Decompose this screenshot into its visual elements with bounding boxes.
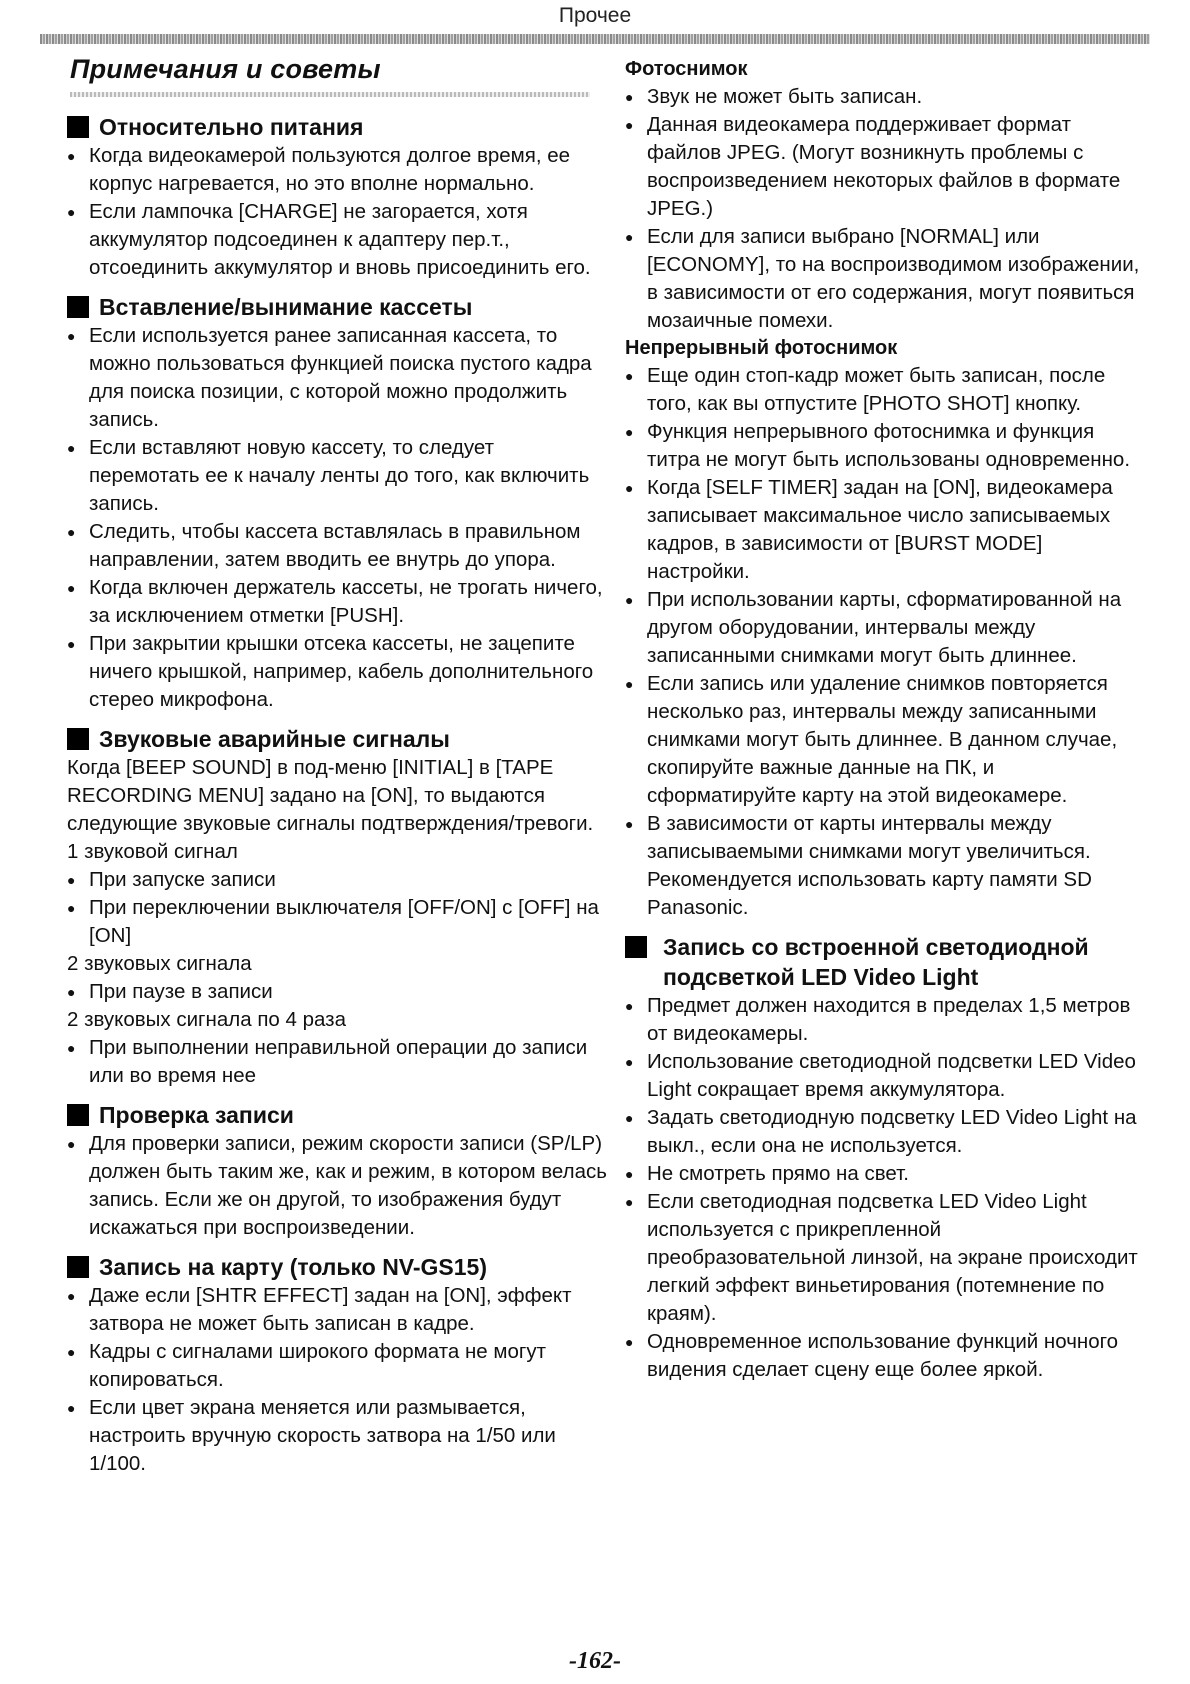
section-marker-icon — [625, 936, 647, 958]
list-item: ● Если лампочка [CHARGE] не загорается, хотя аккумулятор подсоединен к адаптеру пер.т., отсоединить аккумулятор и вновь присоединить его. — [67, 198, 607, 282]
list-item: ● Предмет должен находится в пределах 1,5 метров от видеокамеры. — [625, 992, 1145, 1048]
list-item: ● Если цвет экрана меняется или размывается, настроить вручную скорость затвора на 1/50 или 1/100. — [67, 1394, 607, 1478]
beep-group-label: 2 звуковых сигнала по 4 раза — [67, 1008, 346, 1031]
list-item: ● Задать светодиодную подсветку LED Video Light на выкл., если она не используется. — [625, 1104, 1145, 1160]
list-item: ● Данная видеокамера поддерживает формат файлов JPEG. (Могут возникнуть проблемы с воспроизведением некоторых файлов в формате JPEG.) — [625, 111, 1145, 223]
right-column — [625, 56, 1145, 1384]
list-item: ● В зависимости от карты интервалы между записываемыми снимками могут увеличиться. Рекомендуется использовать карту памяти SD Panasonic. — [625, 810, 1145, 922]
section-marker-icon — [67, 116, 89, 138]
list-item: ● При использовании карты, сформатированной на другом оборудовании, интервалы между записанными снимками могут быть длиннее. — [625, 586, 1145, 670]
section-heading-led: Запись со встроенной светодиодной подсветкой LED Video Light — [625, 932, 1145, 992]
section-heading-power: Относительно питания — [67, 112, 607, 142]
card-notes — [67, 1282, 607, 1478]
header-divider — [40, 34, 1150, 44]
list-item: ● Если используется ранее записанная кассета, то можно пользоваться функцией поиска пустого кадра для поиска позиции, с которой можно продолжить запись. — [67, 322, 607, 434]
list-item: ● Когда видеокамерой пользуются долгое время, ее корпус нагревается, но это вполне нормально. — [67, 142, 607, 198]
title-underline — [70, 92, 590, 97]
beep-group-2 — [67, 978, 607, 1006]
list-item: ● Использование светодиодной подсветки LED Video Light сокращает время аккумулятора. — [625, 1048, 1145, 1104]
beep-group-1 — [67, 866, 607, 950]
list-item: ● Не смотреть прямо на свет. — [625, 1160, 1145, 1188]
running-header: Прочее — [558, 4, 632, 27]
led-notes — [625, 992, 1145, 1384]
list-item: ● Если вставляют новую кассету, то следует перемотать ее к началу ленты до того, как включить запись. — [67, 434, 607, 518]
page-title: Примечания и советы — [70, 54, 381, 84]
list-item: ● Одновременное использование функций ночного видения сделает сцену еще более яркой. — [625, 1328, 1145, 1384]
check-notes — [67, 1130, 607, 1242]
list-item: ● Если для записи выбрано [NORMAL] или [ECONOMY], то на воспроизводимом изображении, в зависимости от его содержания, могут появиться мозаичные помехи. — [625, 223, 1145, 335]
power-notes — [67, 142, 607, 282]
section-marker-icon — [67, 1104, 89, 1126]
burst-notes — [625, 362, 1145, 922]
list-item: ● Еще один стоп-кадр может быть записан, после того, как вы отпустите [PHOTO SHOT] кнопку. — [625, 362, 1145, 418]
list-item: ● Даже если [SHTR EFFECT] задан на [ON], эффект затвора не может быть записан в кадре. — [67, 1282, 607, 1338]
list-item: ● Когда включен держатель кассеты, не трогать ничего, за исключением отметки [PUSH]. — [67, 574, 607, 630]
section-marker-icon — [67, 728, 89, 750]
list-item: ● Кадры с сигналами широкого формата не могут копироваться. — [67, 1338, 607, 1394]
beeps-intro: Когда [BEEP SOUND] в под-меню [INITIAL] в [TAPE RECORDING MENU] задано на [ON], то выдаются следующие звуковые сигналы подтверждения/тревоги. — [67, 756, 594, 835]
beep-group-label: 2 звуковых сигнала — [67, 952, 252, 975]
section-heading-beeps: Звуковые аварийные сигналы — [67, 724, 607, 754]
left-column — [67, 110, 607, 1478]
section-heading-check: Проверка записи — [67, 1100, 607, 1130]
list-item: ● При паузе в записи — [67, 978, 607, 1006]
list-item: ● Звук не может быть записан. — [625, 83, 1145, 111]
section-heading-cassette: Вставление/вынимание кассеты — [67, 292, 607, 322]
section-heading-card: Запись на карту (только NV-GS15) — [67, 1252, 607, 1282]
list-item: ● При запуске записи — [67, 866, 607, 894]
photo-notes — [625, 83, 1145, 335]
list-item: ● Когда [SELF TIMER] задан на [ON], видеокамера записывает максимальное число записываемых кадров, в зависимости от [BURST MODE] настройки. — [625, 474, 1145, 586]
list-item: ● При переключении выключателя [OFF/ON] с [OFF] на [ON] — [67, 894, 607, 950]
section-marker-icon — [67, 296, 89, 318]
subheading-burst: Непрерывный фотоснимок — [625, 337, 898, 359]
subheading-photo: Фотоснимок — [625, 58, 748, 80]
list-item: ● Если светодиодная подсветка LED Video Light используется с прикрепленной преобразовательной линзой, на экране происходит легкий эффект виньетирования (потемнение по краям). — [625, 1188, 1145, 1328]
section-marker-icon — [67, 1256, 89, 1278]
page-number: -162- — [569, 1648, 621, 1674]
list-item: ● При выполнении неправильной операции до записи или во время нее — [67, 1034, 607, 1090]
list-item: ● Если запись или удаление снимков повторяется несколько раз, интервалы между записанными снимками могут быть длиннее. В данном случае, скопируйте важные данные на ПК, и сформатируйте карту на этой видеокамере. — [625, 670, 1145, 810]
beep-group-label: 1 звуковой сигнал — [67, 840, 238, 863]
beep-group-3 — [67, 1034, 607, 1090]
list-item: ● Следить, чтобы кассета вставлялась в правильном направлении, затем вводить ее внутрь до упора. — [67, 518, 607, 574]
list-item: ● При закрытии крышки отсека кассеты, не зацепите ничего крышкой, например, кабель дополнительного стерео микрофона. — [67, 630, 607, 714]
list-item: ● Функция непрерывного фотоснимка и функция титра не могут быть использованы одновременно. — [625, 418, 1145, 474]
cassette-notes — [67, 322, 607, 714]
list-item: ● Для проверки записи, режим скорости записи (SP/LP) должен быть таким же, как и режим, в котором велась запись. Если же он другой, то изображения будут искажаться при воспроизведении. — [67, 1130, 607, 1242]
